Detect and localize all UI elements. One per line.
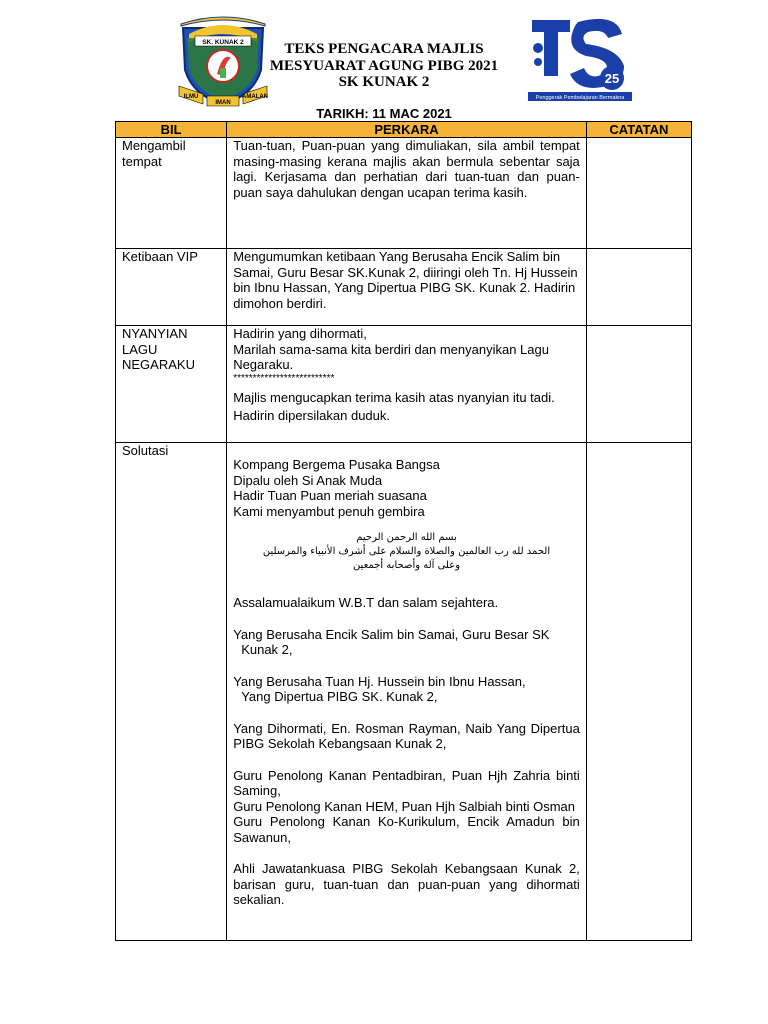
pantun-line: Dipalu oleh Si Anak Muda bbox=[233, 472, 383, 488]
title-line-3: SK KUNAK 2 bbox=[338, 74, 430, 90]
table-row bbox=[116, 249, 692, 326]
crest-motto-2: IMAN bbox=[215, 100, 231, 106]
bil-text: Solutasi bbox=[122, 443, 169, 458]
separator-stars: ************************** bbox=[233, 372, 335, 384]
bil-cell bbox=[116, 138, 227, 249]
catatan-cell bbox=[586, 326, 691, 443]
title-line-1: TEKS PENGACARA MAJLIS bbox=[284, 41, 484, 57]
bil-text: Mengambil tempat bbox=[122, 138, 186, 169]
ts25-caption: Penggerak Pembelajaran Bermakna bbox=[535, 95, 625, 101]
header-bil: BIL bbox=[116, 122, 227, 138]
catatan-cell bbox=[586, 443, 691, 941]
table-row bbox=[116, 138, 692, 249]
salutation-line: Guru Penolong Kanan Pentadbiran, Puan Hjh Zahria binti Saming, bbox=[233, 767, 580, 798]
perkara-cell bbox=[227, 249, 587, 326]
pantun-line: Kami menyambut penuh gembira bbox=[233, 503, 425, 519]
perkara-text: Mengumumkan ketibaan Yang Berusaha Encik Salim bin Samai, Guru Besar SK.Kunak 2, diiringi oleh Tn. Hj Hussein bin Ibnu Hassan, Yang Dipertua PIBG SK. Kunak 2. Hadirin dimohon berdiri. bbox=[233, 249, 578, 311]
bil-text: NYANYIAN LAGU NEGARAKU bbox=[122, 326, 195, 372]
pantun-line: Kompang Bergema Pusaka Bangsa bbox=[233, 457, 440, 472]
bil-cell bbox=[116, 249, 227, 326]
arabic-line: الحمد لله رب العالمين والصلاة والسلام على أشرف الأنبياء والمرسلين bbox=[262, 546, 551, 557]
bil-cell bbox=[116, 326, 227, 443]
salutation-line: Yang Dihormati, En. Rosman Rayman, Naib Yang Dipertua PIBG Sekolah Kebangsaan Kunak 2, bbox=[233, 720, 580, 751]
crest-motto-3: AMALAN bbox=[242, 94, 268, 100]
table-header-row bbox=[116, 122, 692, 138]
salutation-line: Yang Berusaha Encik Salim bin Samai, Guru Besar SK bbox=[233, 626, 550, 642]
table-row bbox=[116, 326, 692, 443]
title-line-2: MESYUARAT AGUNG PIBG 2021 bbox=[269, 57, 499, 74]
catatan-cell bbox=[586, 138, 691, 249]
perkara-line: Hadirin yang dihormati, bbox=[233, 326, 367, 341]
perkara-line: Marilah sama-sama kita berdiri dan menyanyikan Lagu Negaraku. bbox=[233, 341, 549, 372]
perkara-cell bbox=[227, 326, 587, 443]
catatan-cell bbox=[586, 249, 691, 326]
salutation-line: Guru Penolong Kanan Ko-Kurikulum, Encik Amadun bin Sawanun, bbox=[233, 814, 580, 845]
crest-ribbon-text: SK. KUNAK 2 bbox=[202, 39, 244, 46]
salutation-line: Ahli Jawatankuasa PIBG Sekolah Kebangsaan Kunak 2, barisan guru, tuan-tuan dan puan-puan yang dihormati sekalian. bbox=[233, 861, 580, 907]
table-row bbox=[116, 443, 692, 941]
header-perkara: PERKARA bbox=[227, 122, 587, 138]
document-title bbox=[250, 41, 518, 91]
perkara-text: Tuan-tuan, Puan-puan yang dimuliakan, sila ambil tempat masing-masing kerana majlis akan bermula sebentar saja lagi. Kerjasama dan perhatian dari tuan-tuan dan puan-puan saya dahulukan dengan ucapan terima kasih. bbox=[233, 138, 580, 200]
ts25-number: 25 bbox=[604, 71, 620, 86]
salutation-line: Kunak 2, bbox=[241, 642, 293, 657]
pantun-line: Hadir Tuan Puan meriah suasana bbox=[233, 488, 427, 503]
ts25-logo bbox=[526, 14, 638, 106]
agenda-table bbox=[115, 121, 692, 941]
arabic-line: وعلى آله وأصحابه أجمعين bbox=[352, 560, 461, 571]
salutation-line: Yang Dipertua PIBG SK. Kunak 2, bbox=[241, 689, 438, 704]
arabic-line: بسم الله الرحمن الرحيم bbox=[356, 532, 457, 543]
header-catatan: CATATAN bbox=[586, 122, 691, 138]
perkara-cell bbox=[227, 443, 587, 941]
bil-cell bbox=[116, 443, 227, 941]
perkara-cell bbox=[227, 138, 587, 249]
salutation-line: Yang Berusaha Tuan Hj. Hussein bin Ibnu Hassan, bbox=[233, 673, 526, 689]
meeting-date: TARIKH: 11 MAC 2021 bbox=[316, 106, 452, 121]
salutation-line: Guru Penolong Kanan HEM, Puan Hjh Salbiah binti Osman bbox=[233, 798, 575, 814]
bil-text: Ketibaan VIP bbox=[122, 249, 198, 264]
perkara-line: Majlis mengucapkan terima kasih atas nyanyian itu tadi. Hadirin dipersilakan duduk. bbox=[233, 389, 555, 423]
salam-text: Assalamualaikum W.B.T dan salam sejahtera. bbox=[233, 595, 499, 610]
crest-motto-1: ILMU bbox=[183, 94, 199, 100]
